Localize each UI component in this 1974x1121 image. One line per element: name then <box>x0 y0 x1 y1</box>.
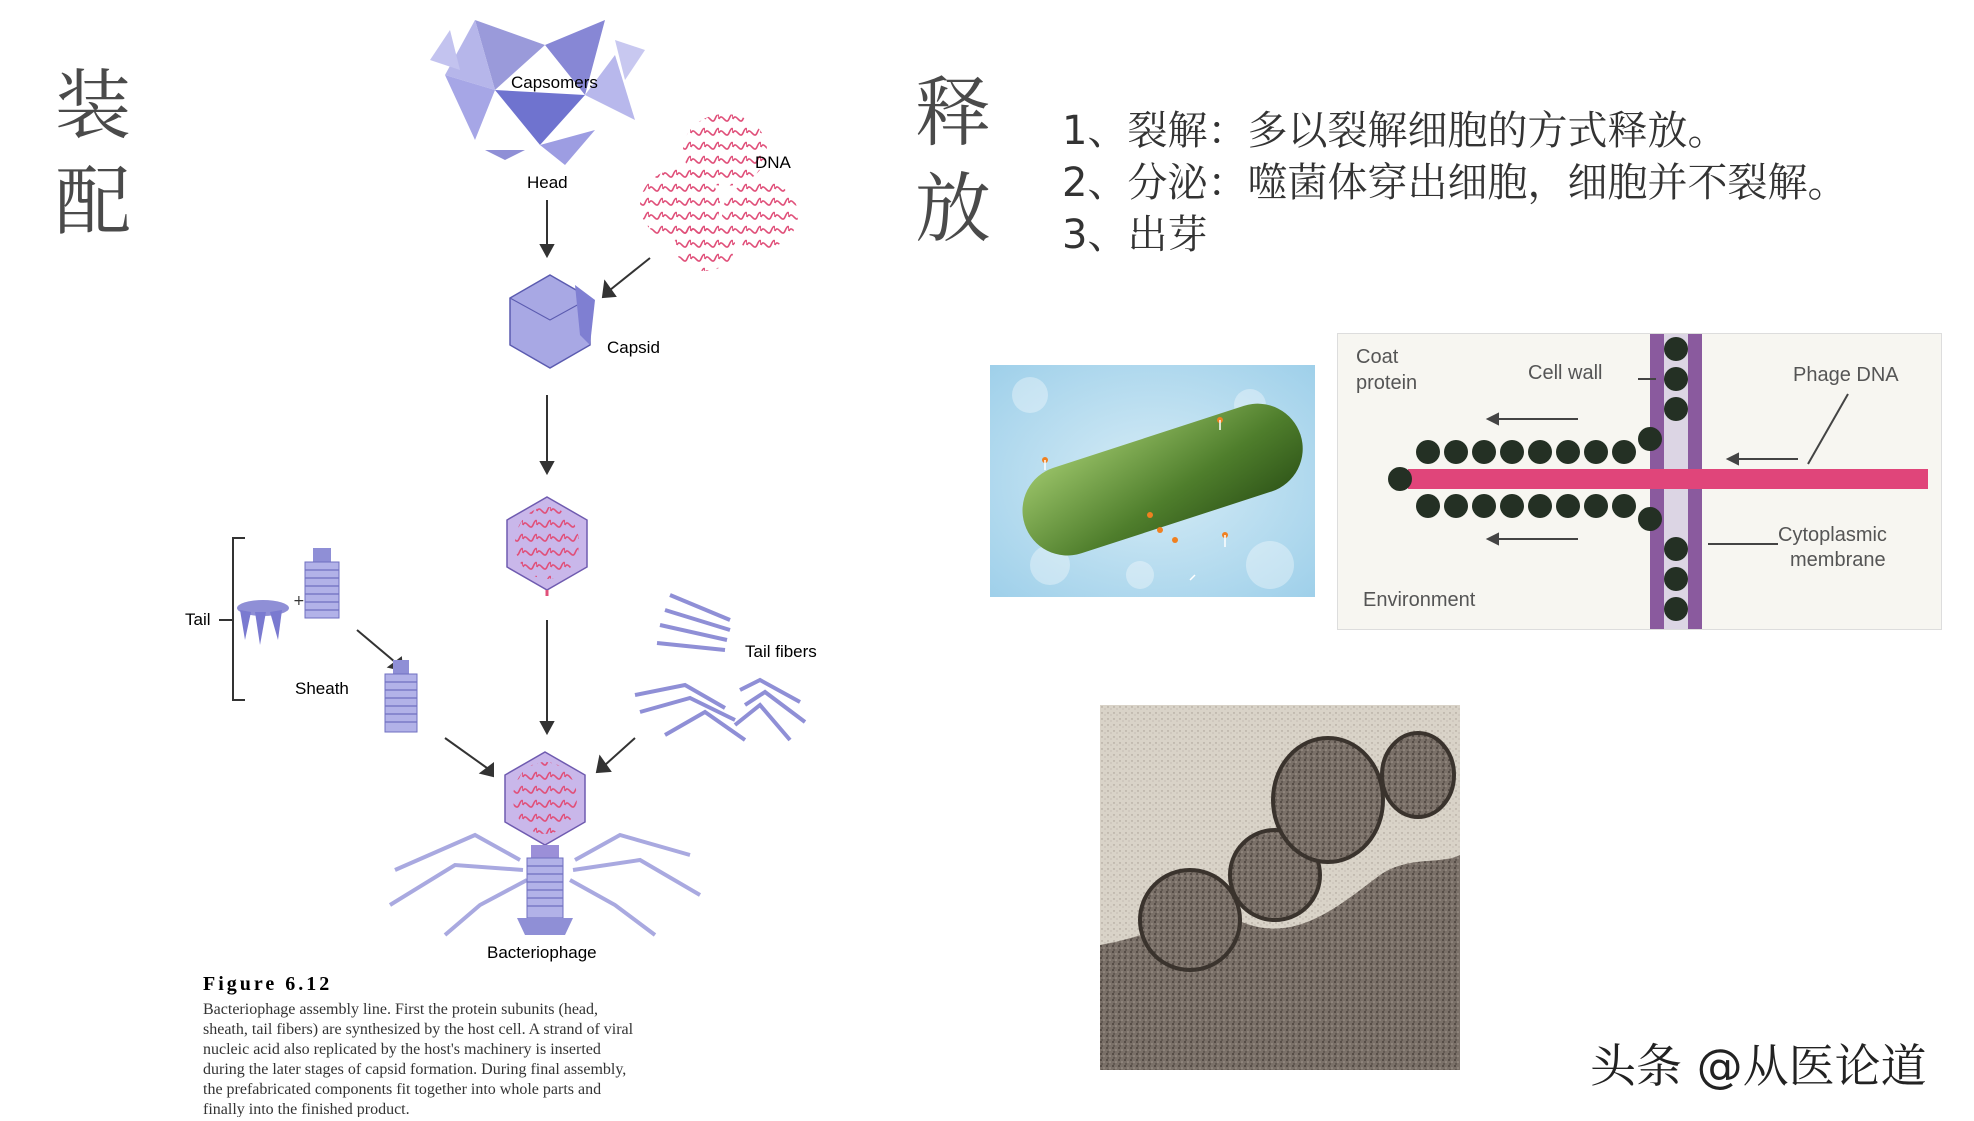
assembly-title <box>55 58 155 250</box>
release-points <box>1062 105 1847 261</box>
filled-head-icon <box>507 497 587 596</box>
assembly-title-char-1: 装 <box>55 61 131 150</box>
release-title-char-1: 释 <box>915 68 991 157</box>
capsomers-label: Capsomers <box>511 73 598 92</box>
release-point-lysis: 1、裂解：多以裂解细胞的方式释放。 <box>1062 108 1728 154</box>
caption-line: Bacteriophage assembly line. First the protein subunits (head, <box>203 1001 599 1018</box>
tail-fibers-label: Tail fibers <box>745 642 817 661</box>
tail-label: Tail <box>185 610 211 629</box>
capsomers-icon <box>430 20 645 165</box>
bacteriophage-icon <box>390 752 700 935</box>
coat-protein-label-line1: Coat <box>1356 346 1399 368</box>
watermark: 头条 @从医论道 <box>1590 1039 1927 1093</box>
release-title <box>915 65 1015 257</box>
caption-body <box>203 1001 634 1117</box>
caption-line: nucleic acid also replicated by the host's machinery is inserted <box>203 1041 601 1058</box>
baseplate-icon <box>237 593 305 645</box>
capsid-icon <box>510 275 595 368</box>
cytoplasmic-membrane-label-line2: membrane <box>1790 549 1886 571</box>
tail-fibers-icon <box>635 595 805 740</box>
caption-line: during the later stages of capsid formation. During final assembly, <box>203 1061 627 1078</box>
assembly-figure-svg <box>145 0 855 1117</box>
environment-label: Environment <box>1363 589 1476 611</box>
release-title-char-2: 放 <box>915 164 991 253</box>
svg-text:+: + <box>293 593 305 609</box>
capsid-label: Capsid <box>607 338 660 357</box>
caption-line: the prefabricated components fit together into whole parts and <box>203 1081 602 1098</box>
cell-wall-label: Cell wall <box>1528 362 1603 384</box>
budding-em-image <box>1100 705 1460 1070</box>
assembly-title-char-2: 配 <box>55 157 131 246</box>
dna-label: DNA <box>755 153 791 172</box>
coat-protein-label-line2: protein <box>1356 372 1418 394</box>
sheath-label: Sheath <box>295 679 349 698</box>
sheath-icon <box>305 548 339 618</box>
assembly-figure <box>145 0 855 1117</box>
dna-icon <box>640 114 798 271</box>
tail-bracket <box>219 538 245 700</box>
bacteriophage-label: Bacteriophage <box>487 943 597 962</box>
release-point-budding: 3、出芽 <box>1062 212 1208 258</box>
release-point-secretion: 2、分泌：噬菌体穿出细胞，细胞并不裂解。 <box>1062 160 1848 206</box>
secretion-diagram <box>1337 333 1942 630</box>
caption-line: sheath, tail fibers) are synthesized by the host cell. A strand of viral <box>203 1021 634 1038</box>
head-label: Head <box>527 173 568 192</box>
assembled-tail-icon <box>385 660 417 732</box>
phage-dna-label: Phage DNA <box>1793 364 1899 386</box>
caption-title: Figure 6.12 <box>203 973 333 995</box>
caption-line: finally into the finished product. <box>203 1101 410 1117</box>
cytoplasmic-membrane-label-line1: Cytoplasmic <box>1778 524 1887 546</box>
bacterium-lysis-image <box>990 365 1315 597</box>
